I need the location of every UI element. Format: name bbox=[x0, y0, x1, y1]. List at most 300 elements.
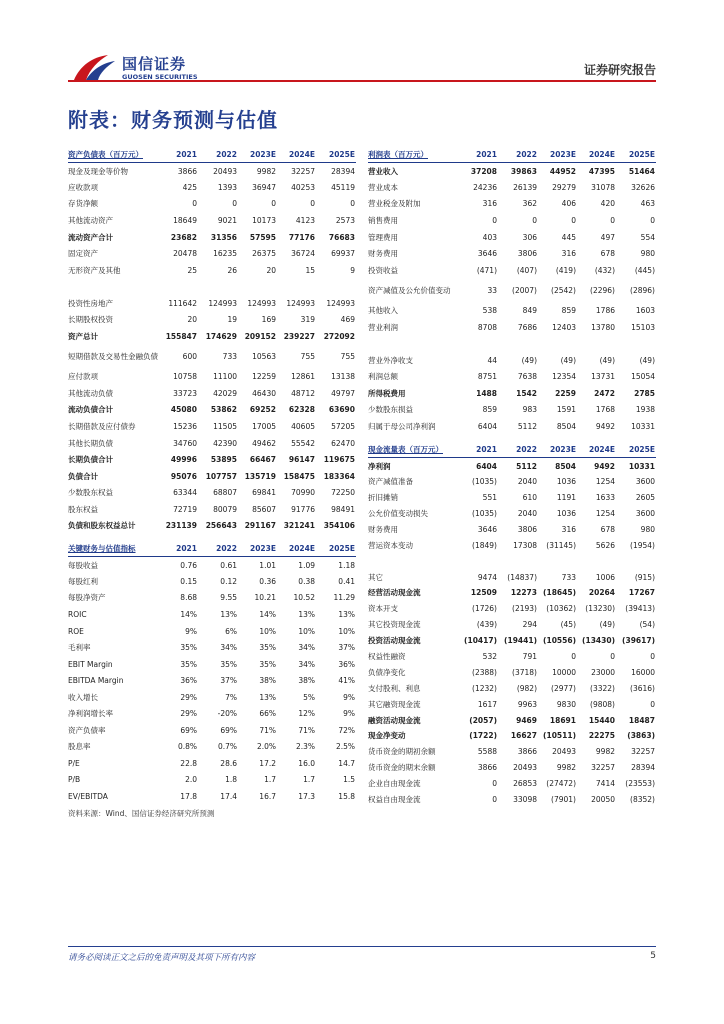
row-label: 其他长期负债 bbox=[68, 438, 113, 448]
cell-value: 0 bbox=[492, 215, 497, 225]
row-label: 企业自由现金流 bbox=[368, 779, 421, 789]
cell-value: 2.3% bbox=[295, 742, 315, 752]
row-label: 其它融资现金流 bbox=[368, 699, 421, 709]
cell-value: 41% bbox=[338, 676, 355, 686]
row-label: 其他流动负债 bbox=[68, 388, 113, 398]
cell-value: 29279 bbox=[552, 182, 576, 192]
column-header: 2021 bbox=[464, 442, 498, 458]
cell-value: 29% bbox=[180, 692, 197, 702]
table-row bbox=[68, 484, 356, 501]
cell-value: 497 bbox=[600, 232, 615, 242]
cell-value: 0.41 bbox=[338, 576, 355, 586]
row-label: 营业外净收支 bbox=[368, 355, 413, 365]
cell-value: 1036 bbox=[556, 509, 576, 518]
cell-value: 532 bbox=[482, 652, 497, 662]
cell-value: 15440 bbox=[588, 715, 615, 725]
table-row bbox=[68, 656, 356, 673]
cell-value: (2057) bbox=[469, 715, 497, 725]
table-row bbox=[368, 521, 656, 537]
cell-value: (9808) bbox=[590, 699, 615, 709]
guosen-logo-icon bbox=[72, 52, 116, 82]
cell-value: 13780 bbox=[591, 322, 615, 332]
row-label: 资产减值及公允价值变动 bbox=[368, 285, 451, 295]
cell-value: (1849) bbox=[472, 540, 497, 550]
table-row bbox=[368, 617, 656, 633]
cell-value: 7414 bbox=[595, 779, 615, 789]
row-label: 资产总计 bbox=[68, 331, 98, 341]
row-label: 权益自由现金流 bbox=[368, 795, 421, 805]
cell-value: 69% bbox=[180, 725, 197, 735]
cell-value: 95076 bbox=[170, 471, 197, 481]
cell-value: 17.2 bbox=[259, 758, 276, 768]
table-row bbox=[68, 212, 356, 229]
cell-value: 28.6 bbox=[220, 758, 237, 768]
cell-value: 44952 bbox=[549, 166, 576, 176]
cell-value: 0 bbox=[232, 199, 237, 209]
row-label bbox=[368, 335, 464, 352]
column-header: 2021 bbox=[464, 146, 498, 163]
cell-value: 0 bbox=[610, 215, 615, 225]
cell-value: 72719 bbox=[173, 504, 197, 514]
cell-value: (23553) bbox=[625, 779, 655, 789]
table-header-row bbox=[68, 146, 356, 163]
cell-value: 38% bbox=[298, 676, 315, 686]
row-label: 公允价值变动损失 bbox=[368, 509, 428, 518]
cell-value: 35% bbox=[180, 659, 197, 669]
cell-value bbox=[538, 335, 577, 352]
row-label: 长期负债合计 bbox=[68, 455, 113, 465]
cell-value: 155847 bbox=[165, 331, 197, 341]
row-label: EBITDA Margin bbox=[68, 676, 124, 686]
cell-value: 34% bbox=[298, 643, 315, 653]
cell-value: 18691 bbox=[549, 715, 576, 725]
cell-value: (2977) bbox=[551, 683, 576, 693]
cell-value: 15103 bbox=[631, 322, 655, 332]
table-row bbox=[368, 712, 656, 728]
row-label: 货币资金的期初余额 bbox=[368, 747, 436, 757]
cell-value: 610 bbox=[522, 493, 537, 503]
cell-value bbox=[538, 553, 577, 569]
cell-value bbox=[277, 278, 316, 295]
cell-value: 319 bbox=[300, 315, 315, 325]
cell-value: 8751 bbox=[477, 372, 497, 382]
cell-value: 3600 bbox=[635, 509, 655, 518]
row-label: 财务费用 bbox=[368, 249, 398, 259]
cell-value: (982) bbox=[516, 683, 537, 693]
cell-value: 23682 bbox=[170, 232, 197, 242]
cell-value: 9% bbox=[185, 626, 197, 636]
cell-value bbox=[464, 335, 498, 352]
cell-value: 12509 bbox=[470, 588, 497, 598]
cell-value: 403 bbox=[482, 232, 497, 242]
cell-value: 0 bbox=[650, 652, 655, 662]
cell-value: 0.7% bbox=[217, 742, 237, 752]
cell-value: 32257 bbox=[591, 763, 615, 773]
table-row bbox=[368, 458, 656, 474]
cell-value: 124993 bbox=[208, 298, 237, 308]
row-label: P/B bbox=[68, 775, 81, 785]
cell-value: 2.5% bbox=[335, 742, 355, 752]
cell-value: 2259 bbox=[555, 388, 576, 398]
row-label: 投资活动现金流 bbox=[368, 636, 421, 646]
row-label: 营运资本变动 bbox=[368, 540, 413, 550]
cell-value: 9.55 bbox=[220, 593, 237, 603]
cell-value: 71% bbox=[298, 725, 315, 735]
cell-value: 11100 bbox=[213, 372, 237, 382]
column-header: 2023E bbox=[238, 146, 277, 163]
table-row bbox=[68, 517, 356, 534]
cell-value: (39413) bbox=[625, 604, 655, 614]
row-label: 投资性房地产 bbox=[68, 298, 113, 308]
cell-value: 49797 bbox=[331, 388, 355, 398]
cell-value: 0.15 bbox=[180, 576, 197, 586]
table-row bbox=[368, 728, 656, 744]
cell-value: 33098 bbox=[513, 795, 537, 805]
cell-value: 47395 bbox=[588, 166, 615, 176]
cell-value: 231139 bbox=[165, 521, 197, 531]
cell-value: 1191 bbox=[556, 493, 576, 503]
cell-value: 425 bbox=[182, 182, 197, 192]
cell-value: 0.36 bbox=[259, 576, 276, 586]
cash-flow-table bbox=[368, 442, 656, 807]
row-label: 资产减值准备 bbox=[368, 477, 413, 487]
cell-value: 25 bbox=[187, 265, 197, 275]
cell-value: 10000 bbox=[552, 667, 576, 677]
cell-value: 17267 bbox=[628, 588, 655, 598]
cell-value: 42029 bbox=[213, 388, 237, 398]
cell-value: 135719 bbox=[244, 471, 276, 481]
cell-value: 72250 bbox=[331, 488, 355, 498]
table-row bbox=[68, 606, 356, 623]
cell-value: 85607 bbox=[252, 504, 276, 514]
cell-value: 5588 bbox=[477, 747, 497, 757]
cell-value: 3866 bbox=[177, 166, 197, 176]
cell-value: 10563 bbox=[252, 352, 276, 362]
cell-value: 44 bbox=[487, 355, 497, 365]
cell-value: 0.76 bbox=[180, 560, 197, 570]
cell-value: (10511) bbox=[543, 731, 576, 741]
table-row bbox=[368, 649, 656, 665]
cell-value: (7901) bbox=[551, 795, 576, 805]
cell-value: (2296) bbox=[590, 285, 615, 295]
cell-value: 26375 bbox=[252, 249, 276, 259]
table-row bbox=[368, 302, 656, 319]
cell-value: 8504 bbox=[555, 461, 576, 471]
cell-value: 33 bbox=[487, 285, 497, 295]
cell-value: 0.8% bbox=[177, 742, 197, 752]
row-label: 每股净资产 bbox=[68, 593, 106, 603]
cell-value: 980 bbox=[640, 524, 655, 534]
cell-value: 13% bbox=[259, 692, 276, 702]
cell-value: 34% bbox=[298, 659, 315, 669]
row-label: 少数股东权益 bbox=[68, 488, 113, 498]
cell-value: 0 bbox=[492, 779, 497, 789]
row-label: 利润总额 bbox=[368, 372, 398, 382]
table-row bbox=[68, 295, 356, 312]
cell-value: (471) bbox=[476, 265, 497, 275]
cell-value: 354106 bbox=[323, 521, 355, 531]
cell-value: 1036 bbox=[556, 477, 576, 487]
row-label: 资本开支 bbox=[368, 604, 398, 614]
table-row bbox=[68, 278, 356, 295]
row-label: 短期借款及交易性金融负债 bbox=[68, 352, 158, 362]
cell-value: 980 bbox=[640, 249, 655, 259]
cell-value: 31356 bbox=[210, 232, 237, 242]
cell-value: 22275 bbox=[588, 731, 615, 741]
table-row bbox=[68, 689, 356, 706]
row-label: 每股收益 bbox=[68, 560, 98, 570]
cell-value: 174629 bbox=[205, 331, 237, 341]
table-row bbox=[368, 585, 656, 601]
column-header: 2022 bbox=[198, 146, 238, 163]
page-number: 5 bbox=[650, 951, 656, 961]
cell-value: 158475 bbox=[283, 471, 315, 481]
cell-value: 10.21 bbox=[254, 593, 276, 603]
cell-value: 256643 bbox=[205, 521, 237, 531]
cell-value: 8.68 bbox=[180, 593, 197, 603]
cell-value: 39863 bbox=[510, 166, 537, 176]
cell-value: 0.38 bbox=[298, 576, 315, 586]
cell-value bbox=[498, 335, 538, 352]
cell-value: 63344 bbox=[173, 488, 197, 498]
table-row bbox=[68, 722, 356, 739]
cell-value: 3866 bbox=[517, 747, 537, 757]
cell-value: 1542 bbox=[516, 388, 537, 398]
cell-value: (1232) bbox=[472, 683, 497, 693]
cell-value: (1035) bbox=[472, 509, 497, 518]
cell-value: 7638 bbox=[517, 372, 537, 382]
cell-value: (2193) bbox=[512, 604, 537, 614]
cell-value: 1768 bbox=[595, 405, 615, 415]
cell-value: 859 bbox=[561, 306, 576, 316]
cell-value: 13138 bbox=[331, 372, 355, 382]
table-row bbox=[368, 369, 656, 386]
cell-value: 291167 bbox=[244, 521, 276, 531]
row-label: 每股红利 bbox=[68, 576, 98, 586]
cell-value: 55542 bbox=[291, 438, 315, 448]
row-label: 应收款项 bbox=[68, 182, 98, 192]
cell-value: 26139 bbox=[513, 182, 537, 192]
cell-value bbox=[238, 278, 277, 295]
cell-value bbox=[577, 335, 616, 352]
cell-value: 32257 bbox=[291, 166, 315, 176]
cell-value: 66467 bbox=[249, 455, 276, 465]
column-header: 2024E bbox=[577, 442, 616, 458]
cell-value: 36% bbox=[338, 659, 355, 669]
cell-value: 9% bbox=[343, 709, 355, 719]
cell-value: 34% bbox=[220, 643, 237, 653]
column-header: 2025E bbox=[616, 442, 656, 458]
row-label: 其他收入 bbox=[368, 306, 398, 316]
cell-value: (3616) bbox=[630, 683, 655, 693]
cell-value: 445 bbox=[561, 232, 576, 242]
cell-value: 600 bbox=[182, 352, 197, 362]
cell-value: 9 bbox=[350, 265, 355, 275]
column-header: 2023E bbox=[238, 540, 277, 557]
cell-value: (2542) bbox=[551, 285, 576, 295]
cell-value: 791 bbox=[522, 652, 537, 662]
cell-value: 107757 bbox=[205, 471, 237, 481]
column-header: 2023E bbox=[538, 146, 577, 163]
cell-value: 169 bbox=[261, 315, 276, 325]
cell-value: 1.7 bbox=[303, 775, 315, 785]
cell-value: 28394 bbox=[331, 166, 355, 176]
cell-value: 13731 bbox=[591, 372, 615, 382]
income-statement-table bbox=[368, 146, 656, 435]
row-label: 管理费用 bbox=[368, 232, 398, 242]
cell-value: 6% bbox=[225, 626, 237, 636]
cell-value: 31078 bbox=[591, 182, 615, 192]
cell-value: 306 bbox=[522, 232, 537, 242]
row-label: 融资活动现金流 bbox=[368, 715, 421, 725]
cell-value: 9830 bbox=[556, 699, 576, 709]
cell-value: 859 bbox=[482, 405, 497, 415]
cell-value: (445) bbox=[634, 265, 655, 275]
cell-value: 1633 bbox=[595, 493, 615, 503]
cell-value: (45) bbox=[560, 620, 576, 630]
cell-value: 36724 bbox=[291, 249, 315, 259]
cell-value: 2.0 bbox=[185, 775, 197, 785]
cell-value: 12861 bbox=[291, 372, 315, 382]
cell-value: 10% bbox=[338, 626, 355, 636]
cell-value bbox=[616, 553, 656, 569]
cell-value: -20% bbox=[217, 709, 237, 719]
report-type: 证券研究报告 bbox=[583, 63, 656, 77]
cell-value: 16.7 bbox=[259, 791, 276, 801]
cell-value: 0 bbox=[310, 199, 315, 209]
cell-value: 20 bbox=[266, 265, 276, 275]
cell-value: 316 bbox=[561, 249, 576, 259]
cell-value bbox=[316, 278, 356, 295]
brand-name-en: GUOSEN SECURITIES bbox=[122, 73, 198, 81]
table-row bbox=[68, 435, 356, 452]
table-row bbox=[368, 569, 656, 585]
cell-value: 12259 bbox=[252, 372, 276, 382]
cell-value: 69% bbox=[220, 725, 237, 735]
cell-value: 2040 bbox=[517, 509, 537, 518]
cell-value: 13% bbox=[298, 609, 315, 619]
cell-value: 7% bbox=[225, 692, 237, 702]
cell-value: 96147 bbox=[288, 455, 315, 465]
cell-value: 9982 bbox=[256, 166, 276, 176]
table-row bbox=[68, 328, 356, 345]
cell-value: 57205 bbox=[331, 421, 355, 431]
cell-value: 49462 bbox=[252, 438, 276, 448]
table-row bbox=[68, 311, 356, 328]
row-label: 净利润增长率 bbox=[68, 709, 113, 719]
cell-value: 15 bbox=[305, 265, 315, 275]
cell-value: 53862 bbox=[210, 405, 237, 415]
cell-value: 0 bbox=[650, 215, 655, 225]
cell-value: 209152 bbox=[244, 331, 276, 341]
cell-value: 16627 bbox=[510, 731, 537, 741]
cell-value: 17.4 bbox=[220, 791, 237, 801]
cell-value bbox=[164, 278, 198, 295]
cell-value: 26 bbox=[227, 265, 237, 275]
table-row bbox=[68, 590, 356, 607]
cell-value: 15236 bbox=[173, 421, 197, 431]
row-label: 负债和股东权益总计 bbox=[68, 521, 136, 531]
table-row bbox=[68, 557, 356, 574]
cell-value: 3866 bbox=[477, 763, 497, 773]
row-label: 流动资产合计 bbox=[68, 232, 113, 242]
cell-value: 11.29 bbox=[333, 593, 355, 603]
cell-value: 9982 bbox=[556, 763, 576, 773]
cell-value: 3646 bbox=[477, 249, 497, 259]
row-label: 流动负债合计 bbox=[68, 405, 113, 415]
cell-value: 111642 bbox=[168, 298, 197, 308]
cell-value: 1254 bbox=[595, 509, 615, 518]
cell-value: 53895 bbox=[210, 455, 237, 465]
cell-value: 80079 bbox=[213, 504, 237, 514]
cell-value: 239227 bbox=[283, 331, 315, 341]
row-label: 股息率 bbox=[68, 742, 91, 752]
table-row bbox=[368, 633, 656, 649]
cell-value: (3863) bbox=[627, 731, 655, 741]
cell-value: 35% bbox=[220, 659, 237, 669]
cell-value: 14% bbox=[259, 609, 276, 619]
cell-value: (2896) bbox=[630, 285, 655, 295]
column-header: 2022 bbox=[198, 540, 238, 557]
key-ratios-table bbox=[68, 540, 356, 805]
cell-value: 0 bbox=[571, 215, 576, 225]
cell-value: 8504 bbox=[556, 421, 576, 431]
row-label: P/E bbox=[68, 758, 80, 768]
cell-value: 124993 bbox=[286, 298, 315, 308]
column-header: 2024E bbox=[277, 540, 316, 557]
cell-value: 1393 bbox=[217, 182, 237, 192]
cell-value: 3646 bbox=[477, 524, 497, 534]
cell-value: 16000 bbox=[631, 667, 655, 677]
row-label bbox=[368, 553, 464, 569]
cell-value: 69841 bbox=[252, 488, 276, 498]
cell-value: 20264 bbox=[588, 588, 615, 598]
disclaimer-text: 请务必阅读正文之后的免责声明及其项下所有内容 bbox=[68, 953, 256, 963]
cell-value: 362 bbox=[522, 199, 537, 209]
row-label: 其它 bbox=[368, 572, 383, 582]
cell-value: 2785 bbox=[634, 388, 655, 398]
cell-value: 1006 bbox=[595, 572, 615, 582]
row-label: 营业收入 bbox=[368, 166, 398, 176]
cell-value: 678 bbox=[600, 249, 615, 259]
table-row bbox=[368, 537, 656, 553]
row-label: 存货净额 bbox=[68, 199, 98, 209]
cell-value: (1722) bbox=[469, 731, 497, 741]
cell-value: 14.7 bbox=[338, 758, 355, 768]
row-label: 其它投资现金流 bbox=[368, 620, 421, 630]
cell-value: 18649 bbox=[173, 215, 197, 225]
table-row bbox=[68, 369, 356, 386]
cell-value: 0.12 bbox=[220, 576, 237, 586]
column-header: 2021 bbox=[164, 146, 198, 163]
table-title: 现金流量表（百万元） bbox=[368, 442, 464, 458]
cell-value: 40605 bbox=[291, 421, 315, 431]
cell-value: 37208 bbox=[470, 166, 497, 176]
cell-value: 4123 bbox=[295, 215, 315, 225]
cell-value: (2007) bbox=[512, 285, 537, 295]
cell-value: (1726) bbox=[472, 604, 497, 614]
table-row bbox=[368, 474, 656, 490]
row-label: 固定资产 bbox=[68, 249, 98, 259]
cell-value: 272092 bbox=[323, 331, 355, 341]
row-label: 营业利润 bbox=[368, 322, 398, 332]
row-label: ROIC bbox=[68, 609, 87, 619]
cell-value: 51464 bbox=[628, 166, 655, 176]
cell-value: 2605 bbox=[635, 493, 655, 503]
table-row bbox=[368, 418, 656, 435]
row-label: 所得税费用 bbox=[368, 388, 406, 398]
row-label: 归属于母公司净利润 bbox=[368, 421, 436, 431]
